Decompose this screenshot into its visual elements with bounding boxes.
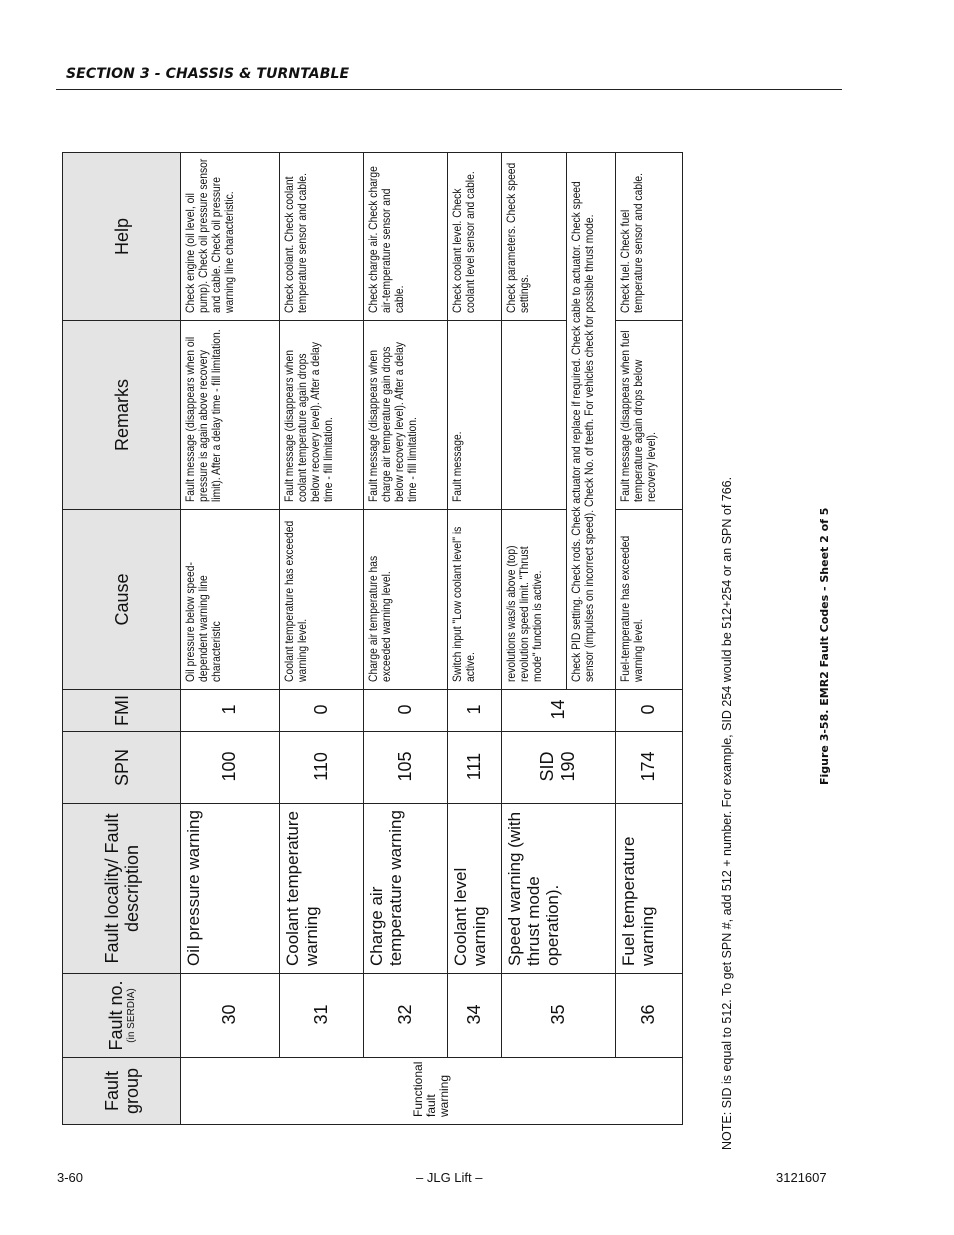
help-cell	[181, 153, 280, 321]
col-header-fmi: FMI	[63, 690, 181, 732]
fmi-cell: 0	[364, 690, 448, 732]
cause-text: Charge air temperature has exceeded warning level.	[366, 555, 393, 682]
help-text: Check fuel. Check fuel temperature sensor and cable.	[618, 173, 645, 313]
header-divider	[56, 89, 842, 90]
fault-no-cell: 36	[616, 974, 683, 1058]
cause-cell	[448, 510, 502, 690]
fault-no-cell: 31	[280, 974, 364, 1058]
table-note: NOTE: SID is equal to 512. To get SPN #, add 512 + number. For example, SID 254 would be 512+254 or an SPN of 766.	[720, 476, 734, 1150]
fmi-cell: 0	[280, 690, 364, 732]
table-row	[280, 153, 364, 1125]
cause-cell	[364, 510, 448, 690]
footer-brand: – JLG Lift –	[416, 1170, 483, 1185]
rotated-table-wrapper	[62, 158, 690, 1125]
section-header: SECTION 3 - CHASSIS & TURNTABLE	[66, 66, 350, 82]
fmi-cell: 14	[502, 690, 616, 732]
remarks-text: Fault message (disappears when charge air temperature gain drops below recovery level). After a delay time - fill limitation.	[366, 341, 419, 502]
document-number: 3121607	[776, 1170, 827, 1185]
fault-no-cell: 34	[448, 974, 502, 1058]
cause-text: Oil pressure below speed-dependent warning line characteristic	[183, 562, 223, 682]
extra-help-cell	[567, 153, 616, 690]
help-cell	[280, 153, 364, 321]
fault-no-cell: 32	[364, 974, 448, 1058]
col-header-help: Help	[63, 153, 181, 321]
table-row	[181, 153, 280, 1125]
remarks-cell	[448, 321, 502, 510]
fault-codes-table	[62, 152, 683, 1125]
spn-cell: SID 190	[502, 732, 616, 804]
help-text: Check coolant level. Check coolant level sensor and cable.	[450, 171, 477, 313]
col-header-fault-no	[63, 974, 181, 1058]
help-cell	[502, 153, 567, 321]
fault-desc-cell: Coolant level warning	[448, 804, 502, 974]
cause-cell	[181, 510, 280, 690]
cause-text: Fuel-temperature has exceeded warning level.	[618, 535, 645, 682]
fault-no-cell: 35	[502, 974, 616, 1058]
help-text: Check charge air. Check charge air-temperature sensor and cable.	[366, 166, 406, 313]
spn-cell: 110	[280, 732, 364, 804]
cause-cell	[502, 510, 567, 690]
fault-desc-cell: Fuel temperature warning	[616, 804, 683, 974]
col-header-fault-no-sub: (in SERDIA)	[125, 988, 137, 1043]
page-number: 3-60	[57, 1170, 84, 1185]
remarks-cell	[280, 321, 364, 510]
table-row	[448, 153, 502, 1125]
fault-desc-cell: Speed warning (with thrust mode operation).	[502, 804, 616, 974]
fault-no-cell: 30	[181, 974, 280, 1058]
col-header-spn: SPN	[63, 732, 181, 804]
spn-cell: 100	[181, 732, 280, 804]
table-row	[616, 153, 683, 1125]
table-row	[364, 153, 448, 1125]
remarks-cell	[616, 321, 683, 510]
cause-cell	[616, 510, 683, 690]
fault-desc-cell: Oil pressure warning	[181, 804, 280, 974]
spn-cell: 105	[364, 732, 448, 804]
col-header-fault-no-label: Fault no.	[105, 980, 126, 1051]
extra-help-text: Check PID setting. Check rods. Check actuator and replace if required. Check cable to actuator. Check speed sensor (impulses on incorrect speed). Check No. of teeth. For vehicles check for possible thrust mode.	[569, 181, 596, 682]
cause-cell	[280, 510, 364, 690]
remarks-text: Fault message (disappears when coolant temperature again drops below recovery level). After a delay time - fill limitation.	[282, 341, 335, 502]
fault-group-cell: Functional fault warning	[181, 1058, 683, 1125]
col-header-remarks: Remarks	[63, 321, 181, 510]
spn-cell: 174	[616, 732, 683, 804]
remarks-text: Fault message.	[450, 431, 464, 502]
spn-cell: 111	[448, 732, 502, 804]
col-header-group: Fault group	[63, 1058, 181, 1125]
remarks-cell	[364, 321, 448, 510]
figure-caption: Figure 3-58. EMR2 Fault Codes - Sheet 2 of 5	[818, 507, 831, 785]
help-text: Check coolant. Check coolant temperature sensor and cable.	[282, 173, 309, 313]
remarks-text: Fault message (disappears when fuel temperature again drops below recovery level).	[618, 330, 658, 502]
fmi-cell: 1	[448, 690, 502, 732]
fmi-cell: 1	[181, 690, 280, 732]
remarks-text: Fault message (disappears when oil pressure is again above recovery limit). After a delay time - fill limitation.	[183, 329, 223, 502]
fmi-cell: 0	[616, 690, 683, 732]
cause-text: revolutions was/is above (top) revolution speed limit. "Thrust mode" function is active.	[504, 545, 544, 682]
help-cell	[448, 153, 502, 321]
fault-desc-cell: Coolant temperature warning	[280, 804, 364, 974]
remarks-cell	[502, 321, 567, 510]
fault-desc-cell: Charge air temperature warning	[364, 804, 448, 974]
cause-text: Coolant temperature has exceeded warning level.	[282, 520, 309, 682]
remarks-cell	[181, 321, 280, 510]
help-cell	[364, 153, 448, 321]
table-row	[502, 153, 567, 1125]
help-cell	[616, 153, 683, 321]
cause-text: Switch input "Low coolant level" is active.	[450, 526, 477, 682]
col-header-locality: Fault locality/ Fault description	[63, 804, 181, 974]
help-text: Check parameters. Check speed settings.	[504, 162, 531, 313]
help-text: Check engine (oil level, oil pump). Check oil pressure sensor and cable. Check oil pressure warning line characteristic.	[183, 158, 236, 313]
col-header-cause: Cause	[63, 510, 181, 690]
